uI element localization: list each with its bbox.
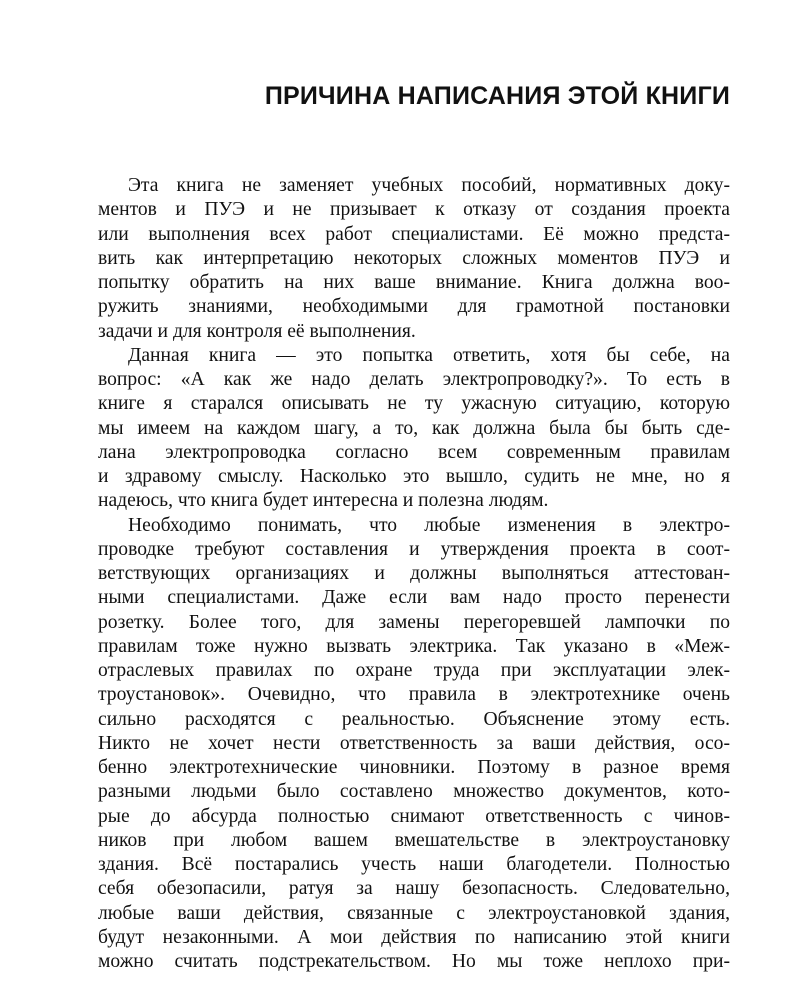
text-line: рые до абсурда полностью снимают ответственность с чинов-	[98, 805, 730, 827]
text-line: Данная книга — это попытка ответить, хотя бы себе, на	[128, 344, 730, 366]
text-line: будут незаконными. А мои действия по написанию этой книги	[98, 926, 730, 948]
text-line: отраслевых правилах по охране труда при эксплуатации элек-	[98, 660, 730, 681]
text-line: проводке требуют составления и утверждения проекта в соот-	[98, 538, 730, 560]
text-line: разными людьми было составлено множество документов, кото-	[98, 781, 730, 803]
text-line: розетку. Более того, для замены перегоревшей лампочки по	[98, 611, 730, 633]
paragraph	[98, 174, 730, 344]
text-line: надеюсь, что книга будет интересна и полезна людям.	[98, 490, 549, 512]
text-line: ников при любом вашем вмешательстве в электроустановку	[98, 829, 730, 851]
text-line: вить как интерпретацию некоторых сложных моментов ПУЭ и	[98, 247, 730, 269]
text-line: здания. Всё постарались учесть наши благодетели. Полностью	[98, 854, 730, 875]
chapter-title: ПРИЧИНА НАПИСАНИЯ ЭТОЙ КНИГИ	[264, 82, 730, 110]
text-line: можно считать подстрекательством. Но мы тоже неплохо при-	[98, 951, 730, 972]
text-line: себя обезопасили, ратуя за нашу безопасность. Следовательно,	[98, 878, 730, 900]
text-line: ружить знаниями, необходимыми для грамотной постановки	[98, 296, 730, 318]
chapter-body	[98, 174, 730, 974]
text-line: и здравому смыслу. Насколько это вышло, судить не мне, но я	[98, 466, 730, 487]
text-line: Необходимо понимать, что любые изменения в электро-	[128, 514, 730, 536]
text-line: сильно расходятся с реальностью. Объяснение этому есть.	[98, 708, 730, 730]
text-line: Эта книга не заменяет учебных пособий, нормативных доку-	[128, 175, 730, 196]
text-line: Никто не хочет нести ответственность за ваши действия, осо-	[98, 732, 730, 754]
text-line: бенно электротехнические чиновники. Поэтому в разное время	[98, 757, 730, 778]
text-line: ветствующих организациях и должны выполняться аттестован-	[98, 563, 730, 584]
text-line: лана электропроводка согласно всем современным правилам	[98, 441, 730, 463]
text-line: мы имеем на каждом шагу, а то, как должна была бы быть сде-	[98, 417, 730, 439]
text-line: книге я старался описывать не ту ужасную ситуацию, которую	[98, 393, 730, 415]
text-line: правилам тоже нужно вызвать электрика. Так указано в «Меж-	[98, 635, 730, 657]
text-line: или выполнения всех работ специалистами. Её можно предста-	[98, 223, 730, 245]
text-line: троустановок». Очевидно, что правила в электротехнике очень	[98, 684, 730, 706]
text-line: задачи и для контроля её выполнения.	[98, 320, 416, 342]
text-line: вопрос: «А как же надо делать электропроводку?». То есть в	[98, 369, 730, 390]
paragraph	[98, 344, 730, 514]
text-line: любые ваши действия, связанные с электроустановкой здания,	[98, 902, 730, 924]
paragraph	[98, 514, 730, 975]
text-line: ментов и ПУЭ и не призывает к отказу от создания проекта	[98, 199, 730, 221]
text-line: попытку обратить на них ваше внимание. Книга должна воо-	[98, 272, 730, 293]
text-line: ными специалистами. Даже если вам надо просто перенести	[98, 587, 730, 609]
